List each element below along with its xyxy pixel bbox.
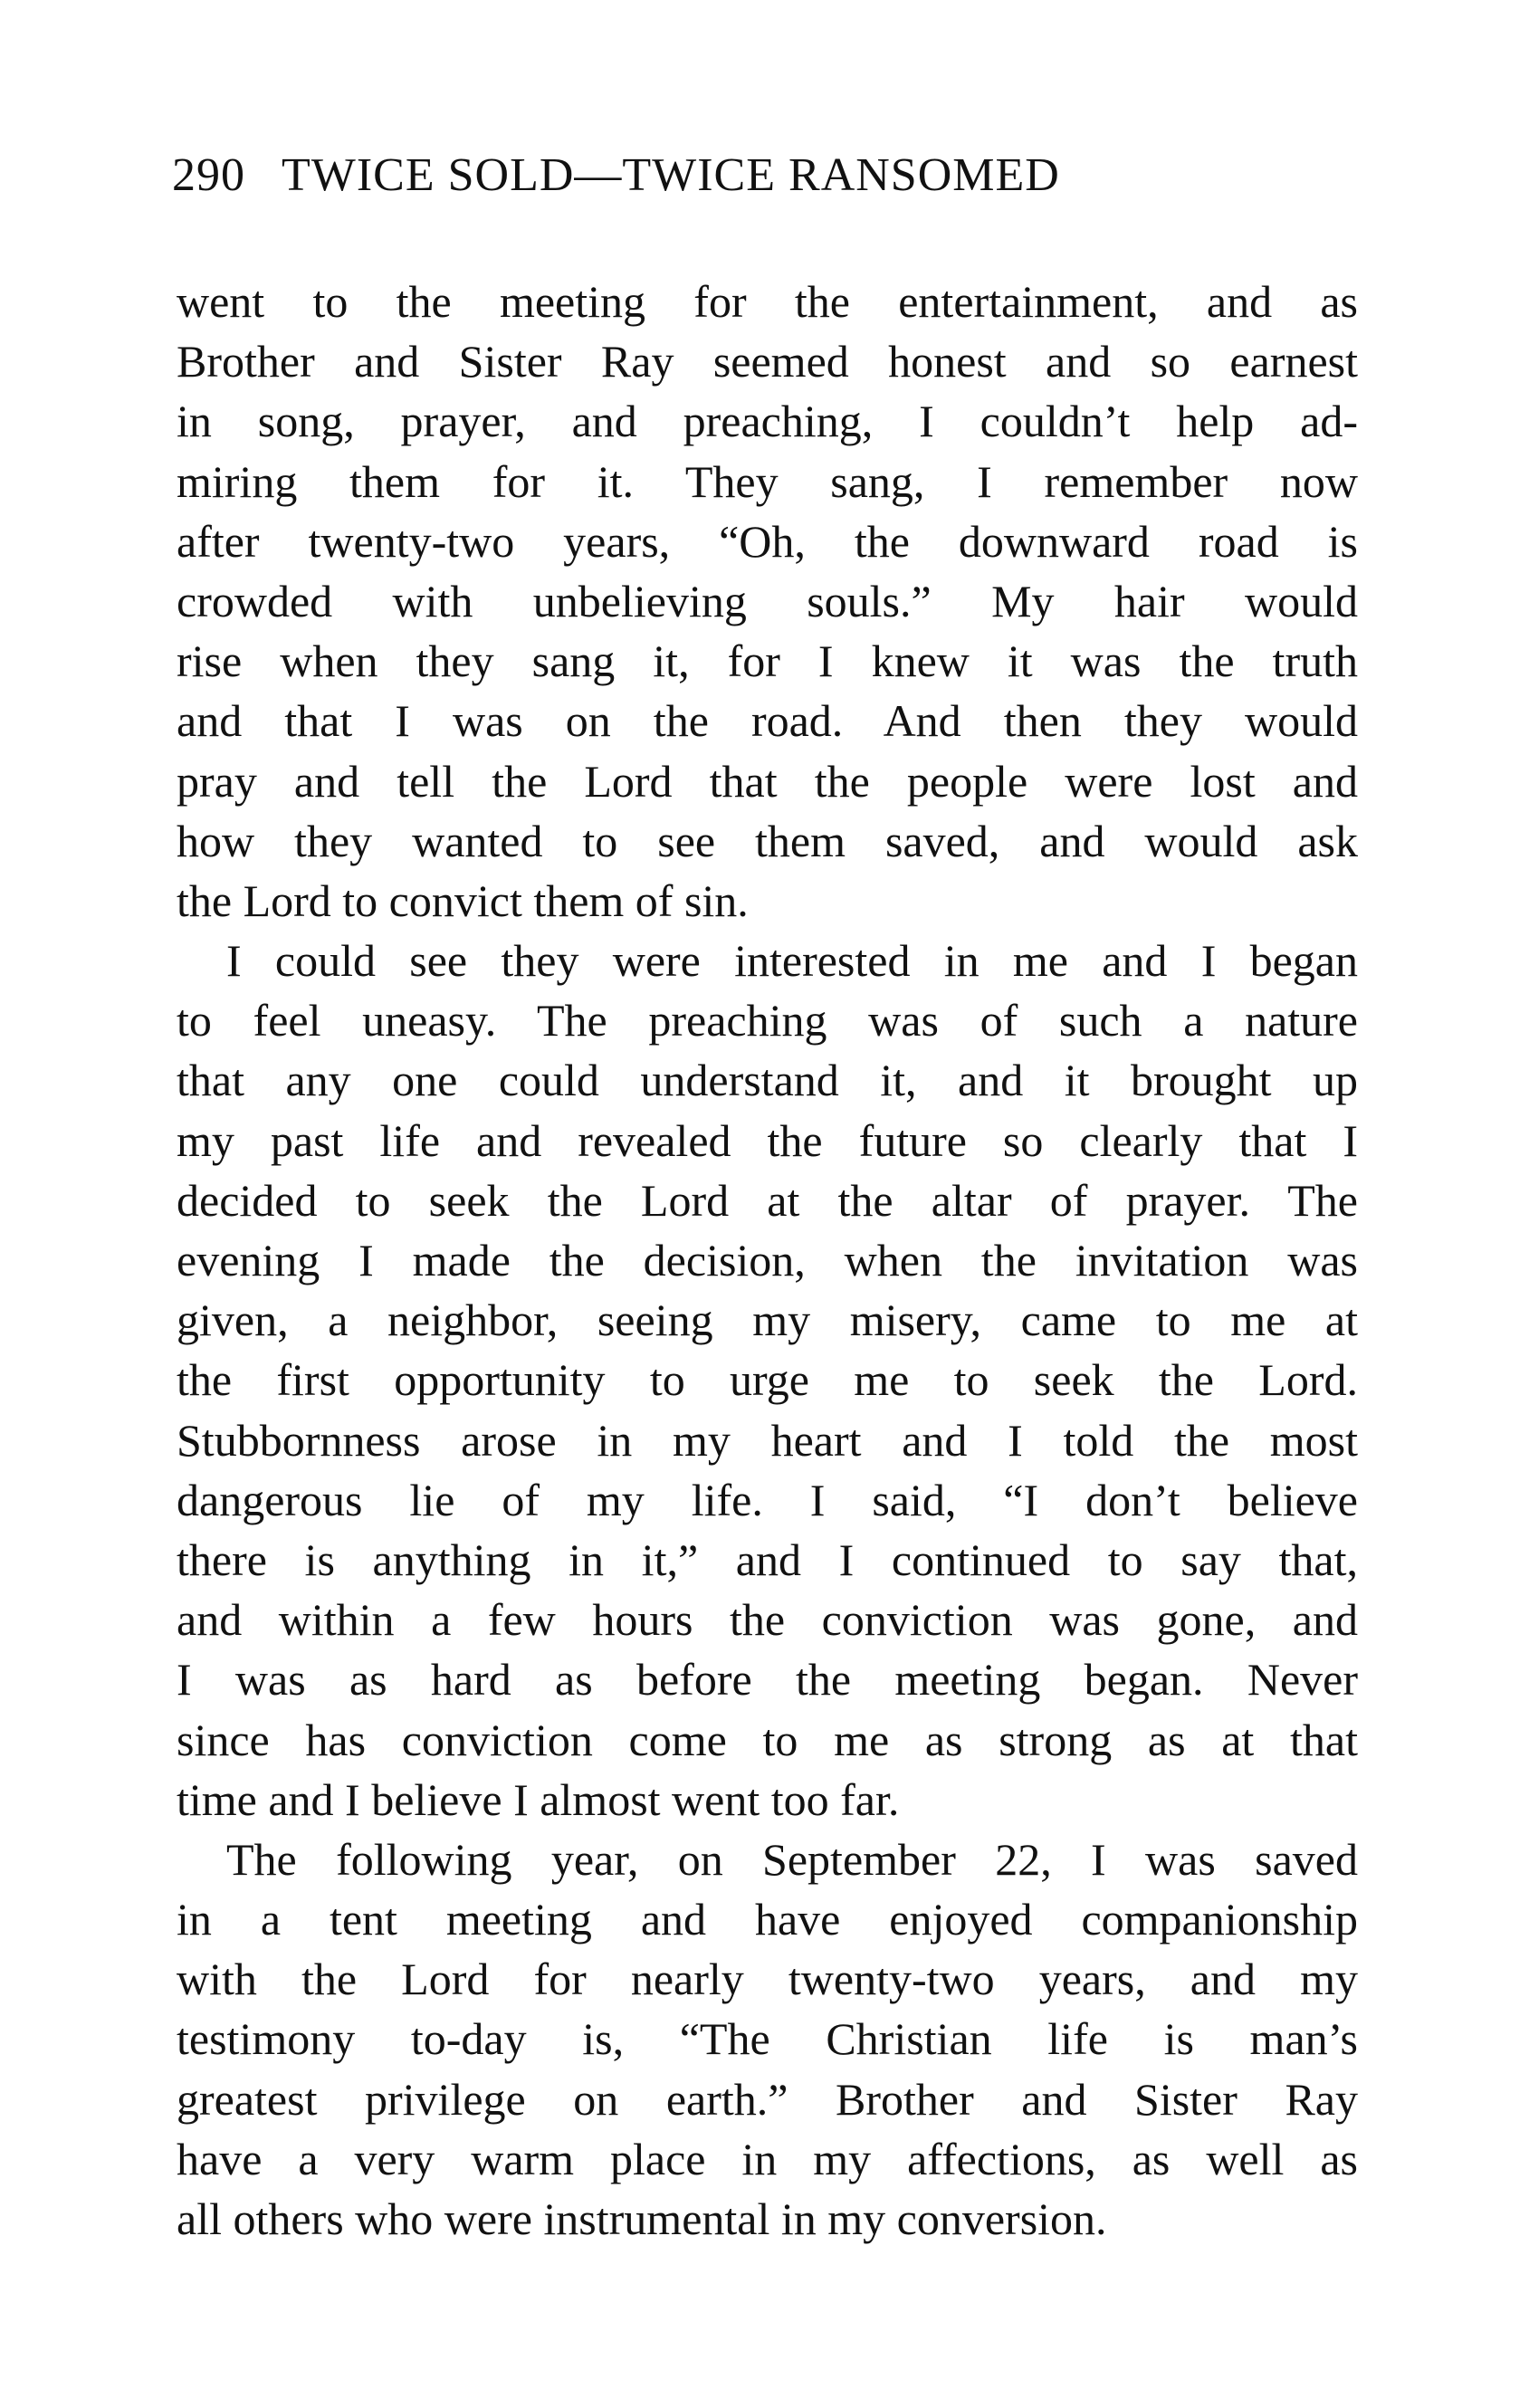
- text-line: and that I was on the road. And then they would: [177, 695, 1358, 747]
- text-line: Stubbornness arose in my heart and I told the most: [177, 1414, 1358, 1466]
- text-line: there is anything in it,” and I continued to say that,: [177, 1534, 1358, 1585]
- text-line: testimony to-day is, “The Christian life is man’s: [177, 2013, 1358, 2065]
- text-line: all others who were instrumental in my conversion.: [177, 2193, 1107, 2244]
- text-line: given, a neighbor, seeing my misery, came to me at: [177, 1295, 1358, 1346]
- text-line: decided to seek the Lord at the altar of prayer. The: [177, 1174, 1358, 1226]
- text-line: greatest privilege on earth.” Brother and Sister Ray: [177, 2073, 1358, 2125]
- text-line: The following year, on September 22, I was saved: [226, 1833, 1358, 1885]
- text-line: I was as hard as before the meeting began. Never: [177, 1654, 1358, 1706]
- text-line: dangerous lie of my life. I said, “I don’t believe: [177, 1474, 1358, 1525]
- paragraph: [177, 272, 1358, 931]
- running-head: [172, 147, 1358, 205]
- text-line: with the Lord for nearly twenty-two years, and my: [177, 1954, 1358, 2005]
- paragraph: [177, 931, 1358, 1830]
- text-line: miring them for it. They sang, I remember now: [177, 455, 1358, 507]
- text-line: and within a few hours the conviction was gone, and: [177, 1594, 1358, 1646]
- body-text: [177, 272, 1358, 2249]
- text-line: have a very warm place in my affections, as well as: [177, 2133, 1358, 2184]
- text-line: evening I made the decision, when the invitation was: [177, 1235, 1358, 1285]
- text-line: since has conviction come to me as strong as at that: [177, 1714, 1358, 1765]
- text-line: in song, prayer, and preaching, I couldn’t help ad-: [177, 396, 1358, 447]
- text-line: crowded with unbelieving souls.” My hair would: [177, 575, 1358, 626]
- text-line: to feel uneasy. The preaching was of such a nature: [177, 995, 1358, 1046]
- text-line: in a tent meeting and have enjoyed companionship: [177, 1894, 1358, 1945]
- text-line: Brother and Sister Ray seemed honest and so earnest: [177, 336, 1358, 387]
- text-line: pray and tell the Lord that the people were lost and: [177, 755, 1358, 807]
- running-title: TWICE SOLD—TWICE RANSOMED: [282, 149, 1060, 201]
- text-line: rise when they sang it, for I knew it was the truth: [177, 635, 1358, 687]
- page-number: 290: [172, 149, 245, 201]
- text-line: time and I believe I almost went too far.: [177, 1773, 900, 1825]
- text-line: after twenty-two years, “Oh, the downward road is: [177, 515, 1358, 567]
- paragraph: [177, 1830, 1358, 2249]
- text-line: went to the meeting for the entertainment, and as: [177, 276, 1358, 327]
- text-line: my past life and revealed the future so clearly that I: [177, 1114, 1358, 1166]
- text-line: how they wanted to see them saved, and would ask: [177, 815, 1358, 866]
- text-line: I could see they were interested in me and I began: [226, 935, 1358, 987]
- text-line: that any one could understand it, and it brought up: [177, 1055, 1358, 1106]
- text-line: the first opportunity to urge me to seek the Lord.: [177, 1354, 1358, 1406]
- text-line: the Lord to convict them of sin.: [177, 874, 749, 926]
